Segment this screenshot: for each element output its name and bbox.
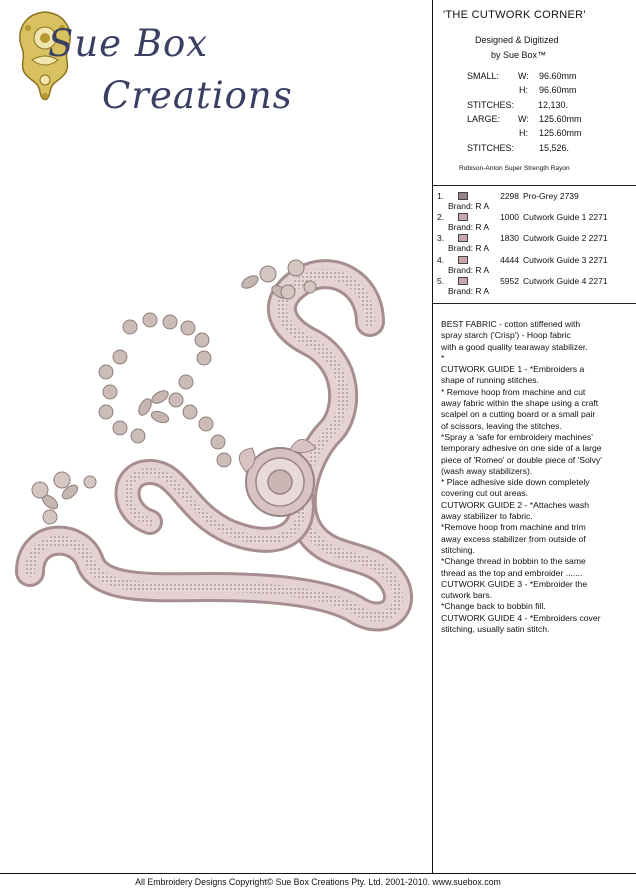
instruction-line: *Change thread in bobbin to the same [441, 556, 586, 567]
large-width-label: W: [518, 114, 529, 124]
instruction-line: *Spray a 'safe for embroidery machines' [441, 431, 593, 442]
thread-code: 4444 [500, 254, 519, 265]
instruction-line: away fabric within the shape using a craft [441, 398, 599, 409]
footer-divider [0, 873, 636, 874]
thread-name: Cutwork Guide 4 2271 [523, 275, 608, 286]
thread-number: 3. [437, 233, 445, 244]
thread-brand: Brand: R A [448, 285, 490, 296]
thread-number: 5. [437, 275, 445, 286]
instruction-line: cutwork bars. [441, 590, 493, 601]
stitching-instructions [441, 319, 635, 635]
thread-brand: Brand: R A [448, 264, 490, 275]
section-divider [433, 303, 636, 304]
large-size-label: LARGE: [467, 114, 501, 124]
thread-name: Cutwork Guide 1 2271 [523, 212, 608, 223]
small-width-label: W: [518, 71, 529, 81]
instruction-line: stitching. [441, 544, 475, 555]
thread-number: 4. [437, 254, 445, 265]
thread-code: 5952 [500, 275, 519, 286]
instruction-line: (wash away stabilizers). [441, 465, 533, 476]
instruction-line: of scissors, leaving the stitches. [441, 420, 562, 431]
thread-brand: Brand: R A [448, 243, 490, 254]
instruction-line: away stabilizer to fabric. [441, 511, 533, 522]
instruction-line: shape of running stitches. [441, 375, 539, 386]
thread-row [437, 233, 633, 254]
thread-swatch [458, 192, 468, 200]
small-size-label: SMALL: [467, 71, 500, 81]
instruction-line: thread as the top and embroider ....... [441, 567, 583, 578]
instruction-line: scalpel on a cutting board or a small pair [441, 409, 596, 420]
instruction-line: piece of 'Romeo' or double piece of 'Solvy' [441, 454, 602, 465]
instruction-line: CUTWORK GUIDE 4 - *Embroiders cover [441, 612, 601, 623]
logo-text-line-2: Creations [102, 74, 293, 117]
designer-name: by Sue Box™ [491, 50, 547, 60]
large-stitches-label: STITCHES: [467, 143, 515, 153]
rose-motif [239, 439, 316, 516]
thread-name: Cutwork Guide 2 2271 [523, 233, 608, 244]
thread-list [437, 191, 633, 297]
thread-code: 2298 [500, 191, 519, 201]
instruction-line: * Place adhesive side down completely [441, 477, 590, 488]
thread-brand: Brand: R A [448, 222, 490, 233]
thread-number: 2. [437, 212, 445, 223]
instruction-line: *Change back to bobbin fill. [441, 601, 546, 612]
instruction-line: * Remove hoop from machine and cut [441, 386, 586, 397]
cutwork-corner-embroidery [10, 232, 428, 642]
thread-swatch [458, 277, 468, 285]
large-stitches-value: 15,526. [539, 143, 570, 153]
thread-brand-note: Robison-Anton Super Strength Rayon [459, 165, 570, 172]
instruction-line: *Remove hoop from machine and trim [441, 522, 586, 533]
small-stitches-label: STITCHES: [467, 100, 515, 110]
small-stitches-value: 12,130. [538, 100, 569, 110]
thread-name: Cutwork Guide 3 2271 [523, 254, 608, 265]
thread-name: Pro-Grey 2739 [523, 191, 579, 201]
designed-by-label: Designed & Digitized [475, 35, 559, 45]
large-height-value: 125.60mm [539, 128, 582, 138]
logo-text-line-1: Sue Box [48, 22, 209, 65]
thread-row [437, 191, 633, 212]
instruction-line: * [441, 352, 445, 363]
thread-row [437, 255, 633, 276]
thread-row [437, 212, 633, 233]
small-height-value: 96.60mm [539, 85, 577, 95]
thread-row [437, 276, 633, 297]
instruction-line: CUTWORK GUIDE 3 - *Embroider the [441, 578, 588, 589]
instruction-line: covering cut out areas. [441, 488, 528, 499]
small-width-value: 96.60mm [539, 71, 577, 81]
instruction-line: with a good quality tearaway stabilizer. [441, 341, 588, 352]
design-info-panel [433, 0, 636, 873]
thread-brand: Brand: R A [448, 201, 490, 211]
thread-swatch [458, 256, 468, 264]
thread-code: 1000 [500, 212, 519, 223]
instruction-line: BEST FABRIC - cotton stiffened with [441, 319, 581, 329]
instruction-line: CUTWORK GUIDE 1 - *Embroiders a [441, 364, 585, 375]
thread-swatch [458, 234, 468, 242]
design-title: 'THE CUTWORK CORNER' [443, 9, 586, 21]
instruction-line: away excess stabilizer from outside of [441, 533, 586, 544]
sue-box-logo [10, 8, 293, 118]
instruction-line: CUTWORK GUIDE 2 - *Attaches wash [441, 499, 590, 510]
section-divider [433, 185, 636, 186]
large-height-label: H: [519, 128, 528, 138]
instruction-line: stitching, usually satin stitch. [441, 624, 550, 635]
thread-swatch [458, 213, 468, 221]
instruction-line: spray starch ('Crisp') - Hoop fabric [441, 330, 571, 341]
thread-code: 1830 [500, 233, 519, 244]
small-height-label: H: [519, 85, 528, 95]
copyright-footer: All Embroidery Designs Copyright© Sue Box Creations Pty. Ltd. 2001-2010. www.suebox.com [135, 877, 501, 887]
thread-number: 1. [437, 191, 445, 201]
large-width-value: 125.60mm [539, 114, 582, 124]
instruction-line: temporary adhesive on one side of a large [441, 443, 602, 454]
